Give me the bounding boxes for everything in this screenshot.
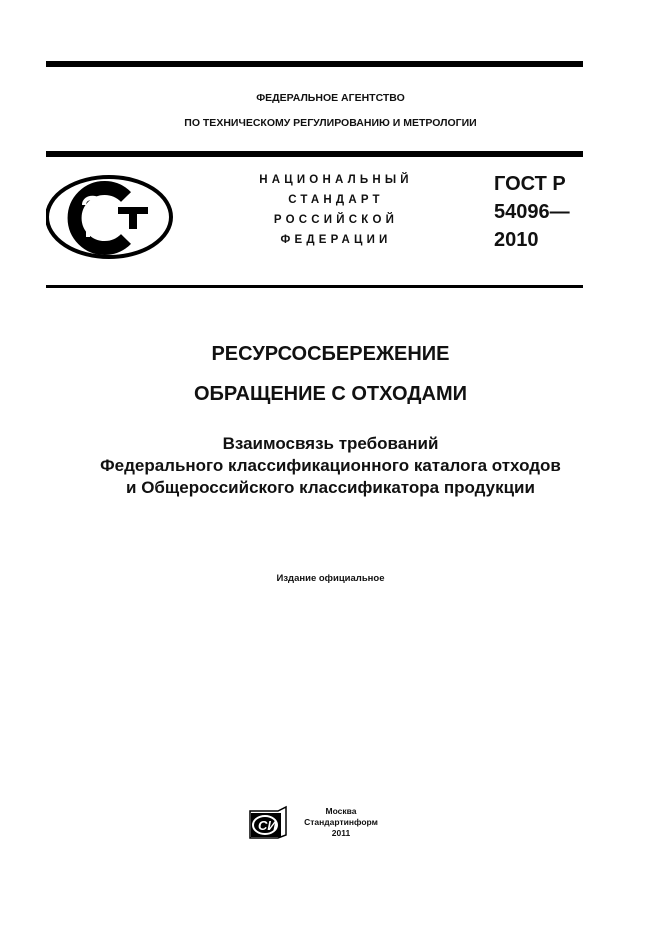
middle-rule [46,151,583,157]
publisher-info: Москва Стандартинформ 2011 [304,806,378,838]
edition-label: Издание официальное [276,573,385,584]
svg-text:СИ: СИ [258,818,277,833]
standartinform-logo-icon [248,805,290,840]
document-title-line-1: РЕСУРСОСБЕРЕЖЕНИЕ [211,343,450,365]
top-rule [46,61,583,67]
document-title-line-2: ОБРАЩЕНИЕ С ОТХОДАМИ [193,383,467,405]
document-subtitle: Взаимосвязь требований Федерального классификационного каталога отходов и Общероссийского классификатора продукции [100,434,561,497]
bottom-rule [46,285,583,288]
rst-logo-icon [46,175,176,260]
agency-line-2: ПО ТЕХНИЧЕСКОМУ РЕГУЛИРОВАНИЮ И МЕТРОЛОГИИ [184,117,477,129]
agency-line-1: ФЕДЕРАЛЬНОЕ АГЕНТСТВО [256,92,405,104]
national-standard-label: НАЦИОНАЛЬНЫЙ СТАНДАРТ РОССИЙСКОЙ ФЕДЕРАЦИИ [259,174,413,246]
gost-number: ГОСТ Р 54096— 2010 [494,173,570,251]
